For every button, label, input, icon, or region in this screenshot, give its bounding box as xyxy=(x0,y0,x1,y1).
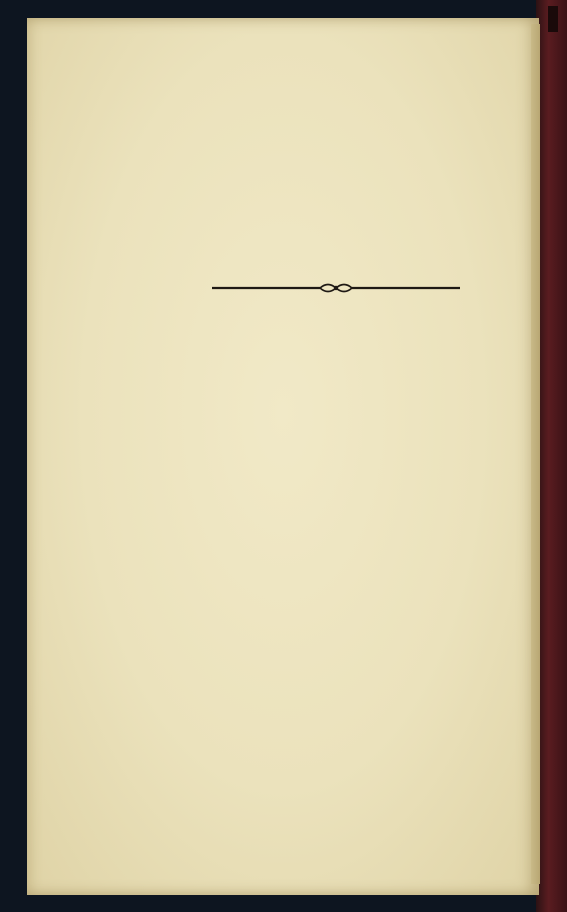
page-header xyxy=(0,70,567,104)
page-edge xyxy=(531,24,540,884)
decorative-divider xyxy=(212,280,460,296)
book-page xyxy=(27,18,539,895)
book-spine xyxy=(536,0,567,912)
spine-mark xyxy=(548,6,558,32)
